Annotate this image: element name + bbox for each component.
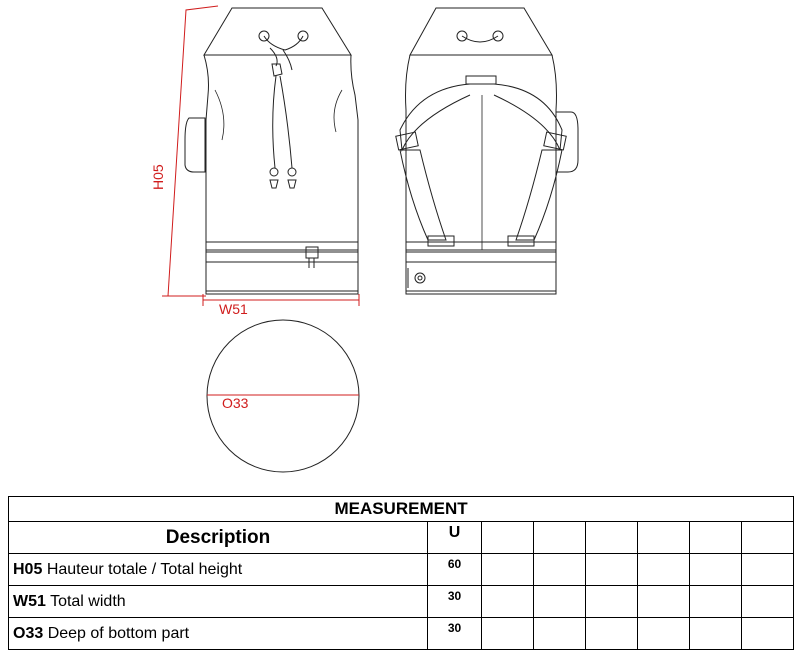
- empty-cell: [586, 522, 638, 554]
- empty-cell: [534, 618, 586, 650]
- empty-cell: [742, 554, 794, 586]
- back-view-bag: [396, 8, 578, 294]
- row-value: 30: [428, 618, 482, 650]
- table-title: MEASUREMENT: [9, 497, 794, 522]
- row-code: H05: [13, 560, 43, 578]
- row-description: [9, 554, 428, 586]
- row-description: [9, 618, 428, 650]
- empty-cell: [742, 586, 794, 618]
- empty-cell: [690, 618, 742, 650]
- empty-cell: [742, 618, 794, 650]
- table-title-row: [9, 497, 794, 522]
- empty-cell: [482, 554, 534, 586]
- row-code: O33: [13, 624, 44, 642]
- empty-cell: [638, 522, 690, 554]
- height-dimension-label: H05: [150, 164, 166, 190]
- unit-header: U: [428, 522, 482, 554]
- row-label: Total width: [50, 592, 126, 610]
- empty-cell: [638, 618, 690, 650]
- table-row: [9, 618, 794, 650]
- empty-cell: [638, 586, 690, 618]
- row-value: 60: [428, 554, 482, 586]
- empty-cell: [482, 522, 534, 554]
- empty-cell: [690, 522, 742, 554]
- empty-cell: [586, 554, 638, 586]
- row-value: 30: [428, 586, 482, 618]
- empty-cell: [638, 554, 690, 586]
- description-header: Description: [9, 522, 428, 554]
- diameter-dimension-label: O33: [222, 395, 249, 411]
- empty-cell: [742, 522, 794, 554]
- empty-cell: [586, 618, 638, 650]
- row-label: Deep of bottom part: [47, 624, 190, 642]
- row-description: [9, 586, 428, 618]
- front-view-bag: [185, 8, 358, 294]
- empty-cell: [690, 554, 742, 586]
- empty-cell: [482, 586, 534, 618]
- empty-cell: [482, 618, 534, 650]
- row-code: W51: [13, 592, 46, 610]
- row-label: Hauteur totale / Total height: [46, 560, 243, 578]
- empty-cell: [534, 586, 586, 618]
- empty-cell: [690, 586, 742, 618]
- measurement-table: [8, 496, 794, 650]
- table-header-row: [9, 522, 794, 554]
- empty-cell: [586, 586, 638, 618]
- width-dimension-label: W51: [219, 301, 248, 317]
- table-row: [9, 554, 794, 586]
- table-row: [9, 586, 794, 618]
- empty-cell: [534, 554, 586, 586]
- empty-cell: [534, 522, 586, 554]
